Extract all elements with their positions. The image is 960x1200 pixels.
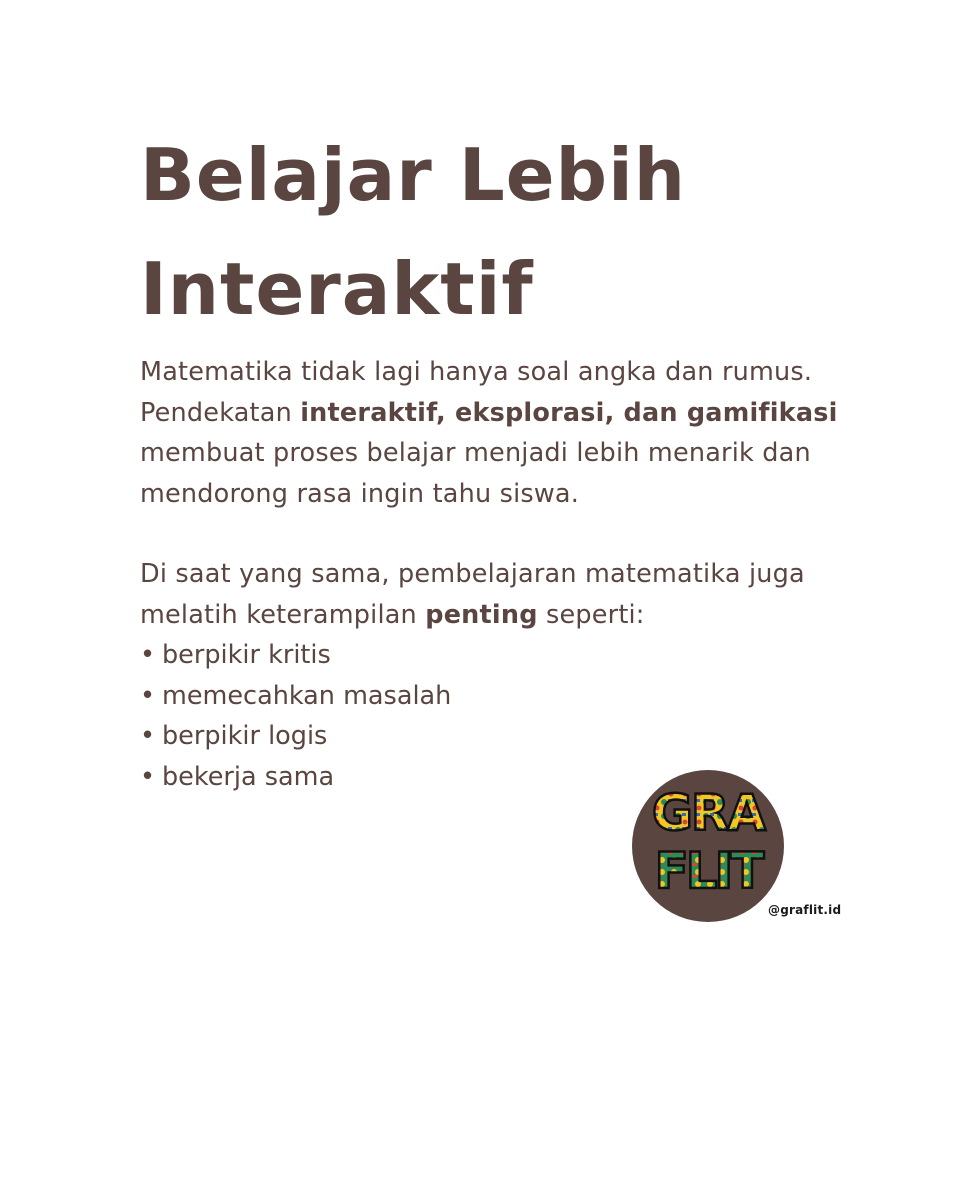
bullet-icon: • xyxy=(140,761,156,792)
svg-text:FLIT: FLIT xyxy=(654,842,762,900)
list-item xyxy=(140,635,940,676)
page-title xyxy=(140,118,940,346)
title-line-1: Belajar Lebih xyxy=(140,133,687,217)
graflit-logo xyxy=(632,770,784,922)
bullet-icon: • xyxy=(140,721,156,751)
skill-label: berpikir logis xyxy=(162,721,328,751)
intro-line-2-bold: interaktif, eksplorasi, dan gamifikasi xyxy=(300,397,838,428)
svg-text:GRA: GRA xyxy=(651,784,765,842)
intro-line-4: mendorong rasa ingin tahu siswa. xyxy=(140,478,580,509)
skills-intro-line-2-suffix: seperti: xyxy=(537,599,645,630)
list-item xyxy=(140,757,940,798)
intro-line-2-prefix: Pendekatan xyxy=(140,397,301,428)
skill-label: bekerja sama xyxy=(162,761,335,792)
graflit-logo-artwork xyxy=(632,770,784,922)
skill-label: memecahkan masalah xyxy=(162,680,452,711)
skills-intro-line-2-prefix: melatih keterampilan xyxy=(140,599,426,630)
paragraph-spacer xyxy=(140,514,940,554)
bullet-icon: • xyxy=(140,680,156,711)
skills-list xyxy=(140,635,940,797)
list-item xyxy=(140,676,940,717)
intro-paragraph xyxy=(140,352,940,514)
skills-intro-line-2-bold: penting xyxy=(425,599,538,630)
skills-intro-paragraph xyxy=(140,554,940,635)
skills-intro-line-1: Di saat yang sama, pembelajaran matematika juga xyxy=(140,559,805,589)
logo-handle: @graflit.id xyxy=(768,903,842,917)
main-content xyxy=(140,118,940,797)
title-line-2: Interaktif xyxy=(140,247,534,331)
list-item xyxy=(140,716,940,757)
intro-line-3: membuat proses belajar menjadi lebih menarik dan xyxy=(140,438,811,468)
intro-line-1: Matematika tidak lagi hanya soal angka dan rumus. xyxy=(140,357,813,387)
skill-label: berpikir kritis xyxy=(162,640,331,670)
bullet-icon: • xyxy=(140,640,156,670)
